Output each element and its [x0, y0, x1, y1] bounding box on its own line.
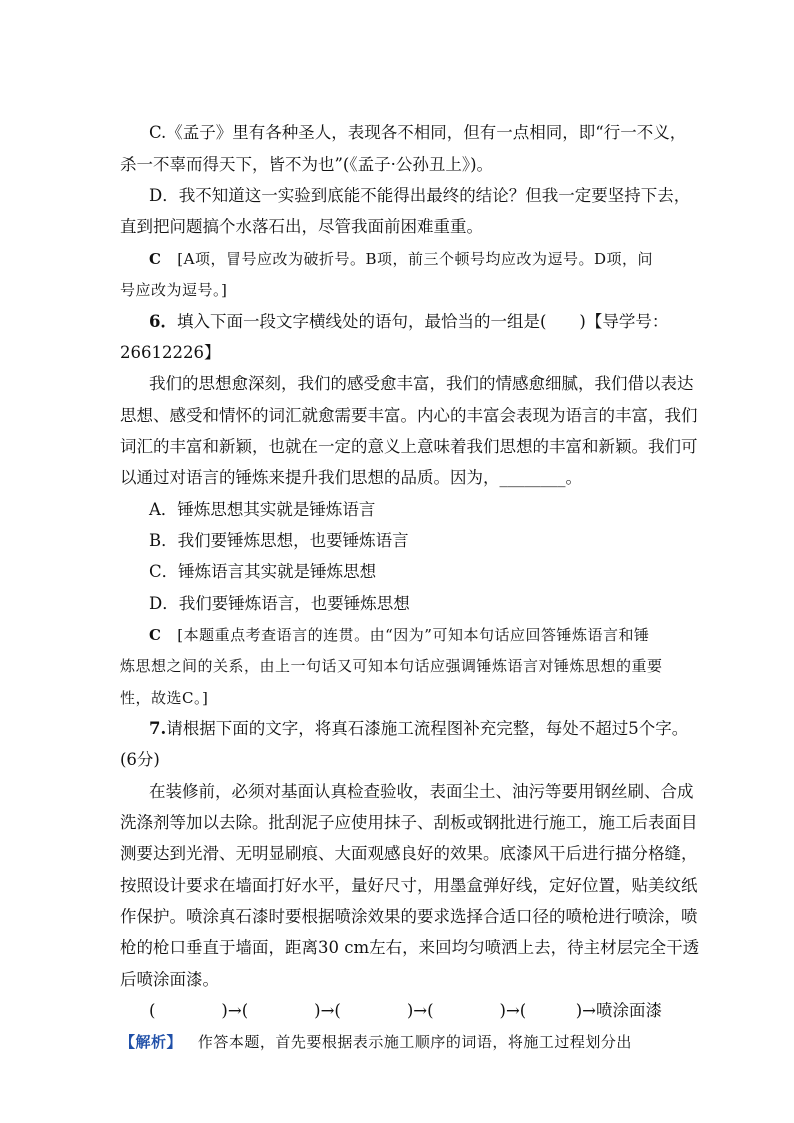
- q6-analysis: [本题重点考查语言的连贯。由“因为”可知本句话应回答锤炼语言和锤: [177, 626, 650, 644]
- q6-analysis-cont: 炼思想之间的关系，由上一句话又可知本句话应强调锤炼语言对锤炼思想的重要: [120, 657, 663, 675]
- q6-passage-line: 词汇的丰富和新颖，也就在一定的意义上意味着我们思想的丰富和新颖。我们可: [120, 437, 698, 456]
- q6-passage-line: 以通过对语言的锤炼来提升我们思想的品质。因为，________。: [120, 468, 582, 487]
- q7-passage-line: 测要达到光滑、无明显刷痕、大面观感良好的效果。底漆风干后进行描分格缝，: [120, 844, 698, 863]
- q7-passage-line: 在装修前，必须对基面认真检查验收，表面尘土、油污等要用钢丝刷、合成: [149, 782, 694, 801]
- q5-option-c: C.《孟子》里有各种圣人，表现各不相同，但有一点相同，即“行一不义，: [149, 123, 687, 142]
- q6-passage-line: 思想、感受和情怀的词汇就愈需要丰富。内心的丰富会表现为语言的丰富，我们: [120, 406, 698, 425]
- analysis-tag: 【解析】: [120, 1033, 183, 1051]
- q6-option-b: B．我们要锤炼思想，也要锤炼语言: [149, 531, 409, 550]
- q7-stem-text: 请根据下面的文字，将真石漆施工流程图补充完整，每处不超过5个字。: [166, 719, 689, 738]
- q7-analysis: [120, 1032, 680, 1052]
- q7-analysis-text: 作答本题，首先要根据表示施工顺序的词语，将施工过程划分出: [197, 1033, 632, 1051]
- q7-passage-line: 洗涤剂等加以去除。批刮泥子应使用抹子、刮板或钢批进行施工，施工后表面目: [120, 813, 698, 832]
- q6-stem: [149, 312, 709, 332]
- q6-option-d: D．我们要锤炼语言，也要锤炼思想: [149, 594, 410, 613]
- q5-option-c-cont: 杀一不辜而得天下，皆不为也”(《孟子·公孙丑上》)。: [120, 155, 494, 174]
- q6-number: 6．: [149, 312, 177, 331]
- q6-answer-letter: C: [149, 626, 162, 644]
- q5-answer: [149, 249, 709, 269]
- q7-number: 7.: [149, 719, 167, 738]
- q7-passage-line: 后喷涂面漆。: [120, 970, 219, 989]
- q6-code: 26612226】: [120, 343, 221, 362]
- q5-analysis: [A项，冒号应改为破折号。B项，前三个顿号均应改为逗号。D项，问: [177, 250, 654, 268]
- q6-option-a: A．锤炼思想其实就是锤炼语言: [149, 500, 376, 519]
- q6-answer: [149, 625, 709, 645]
- q5-option-d-cont: 直到把问题搞个水落石出，尽管我面前困难重重。: [120, 217, 483, 236]
- q6-analysis-cont: 性，故选C。]: [120, 689, 209, 707]
- q5-answer-letter: C: [149, 250, 162, 268]
- q7-score: (6分): [120, 750, 160, 769]
- q5-option-d: D．我不知道这一实验到底能不能得出最终的结论？但我一定要坚持下去，: [149, 186, 691, 205]
- q7-stem: [149, 719, 709, 739]
- q7-flowchart: ( )→( )→( )→( )→( )→喷涂面漆: [149, 1001, 662, 1020]
- q6-option-c: C．锤炼语言其实就是锤炼思想: [149, 562, 377, 581]
- q7-passage-line: 枪的枪口垂直于墙面，距离30 cm左右，来回均匀喷洒上去，待主材层完全干透: [120, 938, 700, 957]
- q7-passage-line: 按照设计要求在墙面打好水平，量好尺寸，用墨盒弹好线，定好位置，贴美纹纸: [120, 876, 698, 895]
- q6-stem-text: 填入下面一段文字横线处的语句，最恰当的一组是( )【导学号：: [176, 312, 669, 331]
- q5-analysis-cont: 号应改为逗号。]: [120, 281, 228, 299]
- q7-passage-line: 作保护。喷涂真石漆时要根据喷涂效果的要求选择合适口径的喷枪进行喷涂，喷: [120, 907, 698, 926]
- q6-passage-line: 我们的思想愈深刻，我们的感受愈丰富，我们的情感愈细腻，我们借以表达: [149, 374, 694, 393]
